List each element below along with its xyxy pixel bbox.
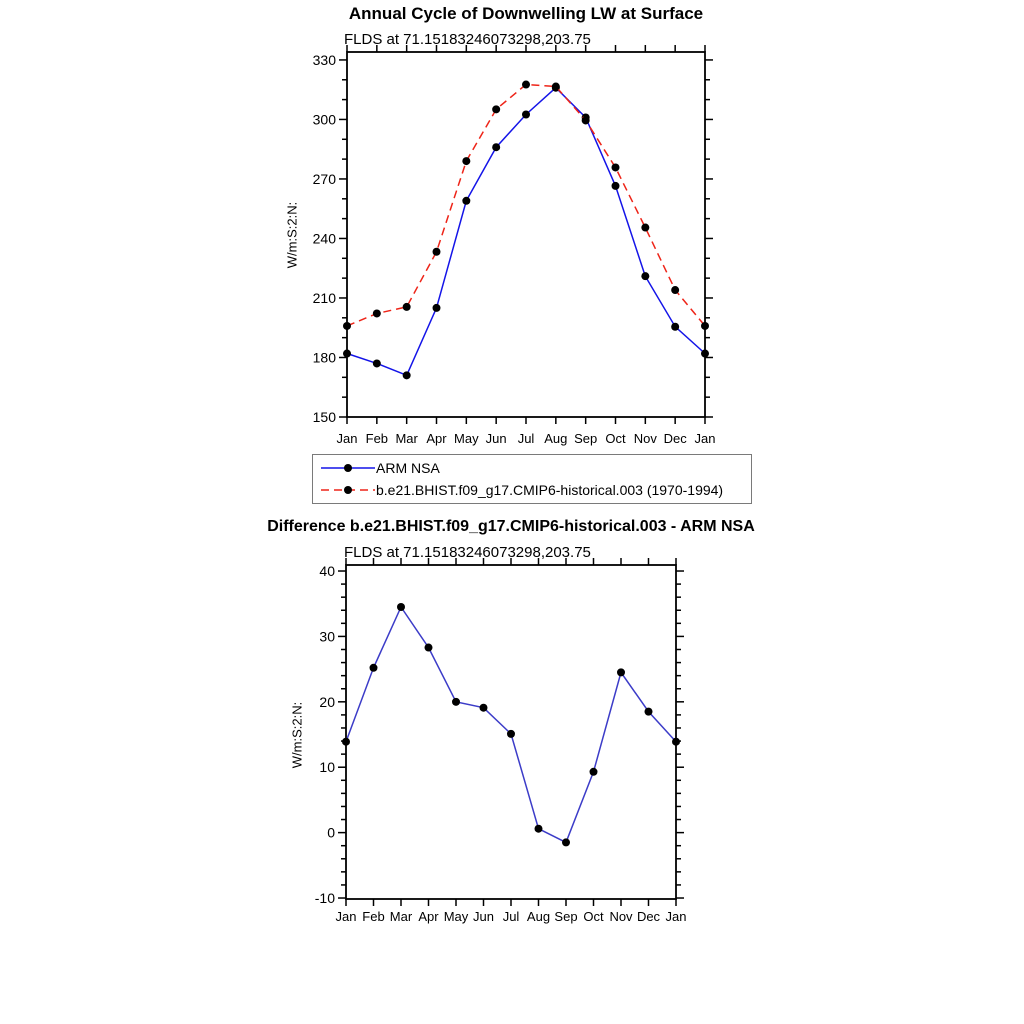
series-arm-nsa: [343, 84, 709, 380]
top-chart-subtitle: FLDS at 71.15183246073298,203.75: [344, 31, 591, 48]
x-tick-label: May: [443, 909, 469, 924]
x-tick-label: Mar: [389, 909, 413, 924]
top-chart-y-axis-label: W/m:S:2:N:: [284, 201, 300, 269]
data-point-marker: [343, 322, 351, 330]
legend-marker-icon: [344, 486, 352, 494]
data-point-marker: [671, 286, 679, 294]
data-point-marker: [343, 350, 351, 358]
data-point-marker: [462, 157, 470, 165]
data-point-marker: [342, 738, 350, 746]
y-tick-label: 150: [312, 409, 336, 425]
legend-label: ARM NSA: [376, 459, 440, 476]
data-point-marker: [452, 698, 460, 706]
data-point-marker: [433, 248, 441, 256]
legend-line-sample: [320, 484, 376, 496]
x-tick-label: Mar: [395, 431, 418, 446]
data-point-marker: [552, 83, 560, 91]
difference-chart-y-axis-label: W/m:S:2:N:: [289, 701, 305, 769]
legend-entry: [320, 480, 751, 500]
series-line: [346, 607, 676, 842]
difference-plot: [315, 558, 687, 924]
data-point-marker: [645, 708, 653, 716]
x-tick-label: Jan: [335, 909, 357, 924]
data-point-marker: [403, 303, 411, 311]
data-point-marker: [370, 664, 378, 672]
y-tick-label: 270: [312, 170, 336, 187]
data-point-marker: [612, 182, 620, 190]
x-tick-label: May: [454, 431, 479, 446]
annual-cycle-plot: [313, 45, 716, 446]
y-tick-label: 30: [319, 628, 335, 645]
y-tick-label: 40: [319, 563, 335, 580]
y-tick-label: 10: [319, 759, 335, 776]
x-tick-label: Aug: [544, 431, 568, 446]
data-point-marker: [373, 359, 381, 367]
data-point-marker: [403, 371, 411, 379]
data-point-marker: [397, 603, 405, 611]
x-tick-label: Apr: [418, 909, 439, 924]
data-point-marker: [507, 730, 515, 738]
data-point-marker: [617, 668, 625, 676]
x-tick-label: Aug: [526, 909, 551, 924]
x-tick-label: Jan: [665, 909, 687, 924]
x-tick-label: Jul: [502, 909, 520, 924]
y-tick-label: 300: [312, 111, 336, 128]
data-point-marker: [462, 197, 470, 205]
x-tick-label: Sep: [554, 909, 578, 924]
legend-entry: [320, 458, 751, 478]
y-tick-label: 20: [319, 693, 335, 710]
y-axis-tick-labels: [315, 563, 335, 906]
x-tick-label: Feb: [365, 431, 389, 446]
y-tick-label: 210: [312, 289, 336, 306]
x-tick-label: Jan: [694, 431, 716, 446]
data-point-marker: [582, 116, 590, 124]
data-point-marker: [480, 704, 488, 712]
y-tick-label: 180: [312, 349, 336, 366]
x-tick-label: Sep: [574, 431, 598, 446]
top-chart-title: Annual Cycle of Downwelling LW at Surface: [348, 4, 704, 23]
x-tick-label: Dec: [636, 909, 661, 924]
x-tick-label: Apr: [426, 431, 447, 446]
x-tick-label: Nov: [633, 431, 657, 446]
legend-label: b.e21.BHIST.f09_g17.CMIP6-historical.003 (1970-1994): [376, 482, 724, 499]
data-point-marker: [535, 825, 543, 833]
legend-box: [312, 454, 752, 504]
x-tick-label: Oct: [605, 431, 626, 446]
series-difference: [342, 603, 680, 846]
data-point-marker: [522, 110, 530, 118]
data-point-marker: [701, 322, 709, 330]
data-point-marker: [641, 272, 649, 280]
x-axis-tick-labels: [336, 909, 687, 924]
legend-line-sample: [320, 462, 376, 474]
y-tick-label: 240: [312, 230, 336, 247]
x-tick-label: Nov: [609, 909, 633, 924]
x-axis-ticks: [347, 45, 705, 424]
x-axis-tick-labels: [337, 431, 716, 446]
data-point-marker: [492, 105, 500, 113]
y-tick-label: 0: [327, 824, 335, 841]
data-point-marker: [425, 644, 433, 652]
data-point-marker: [373, 309, 381, 317]
data-point-marker: [701, 350, 709, 358]
difference-chart-title: Difference b.e21.BHIST.f09_g17.CMIP6-historical.003 - ARM NSA: [267, 518, 755, 535]
y-tick-label: 330: [312, 51, 336, 68]
series-line: [347, 85, 705, 326]
data-point-marker: [492, 143, 500, 151]
x-tick-label: Dec: [663, 431, 687, 446]
data-point-marker: [672, 738, 680, 746]
data-point-marker: [590, 768, 598, 776]
series-line: [347, 88, 705, 376]
data-point-marker: [562, 838, 570, 846]
data-point-marker: [671, 323, 679, 331]
x-tick-label: Jan: [336, 431, 358, 446]
x-tick-label: Jun: [473, 909, 494, 924]
y-axis-tick-labels: [313, 52, 337, 425]
y-tick-label: -10: [314, 890, 335, 907]
x-tick-label: Feb: [362, 909, 385, 924]
data-point-marker: [612, 163, 620, 171]
axis-frame: [347, 52, 705, 417]
data-point-marker: [641, 224, 649, 232]
x-tick-label: Jun: [485, 431, 507, 446]
data-point-marker: [522, 81, 530, 89]
x-tick-label: Jul: [517, 431, 535, 446]
x-tick-label: Oct: [583, 909, 604, 924]
difference-chart-subtitle: FLDS at 71.15183246073298,203.75: [344, 544, 591, 561]
data-point-marker: [433, 304, 441, 312]
legend-marker-icon: [344, 464, 352, 472]
